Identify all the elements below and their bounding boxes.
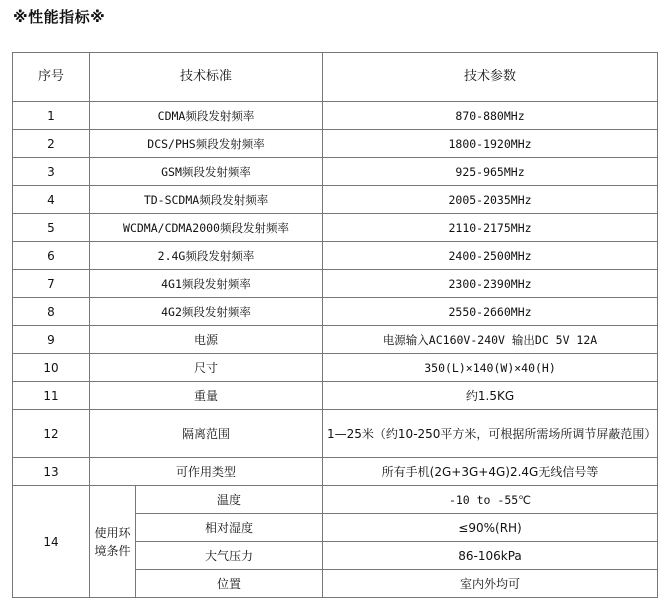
table-row	[13, 130, 658, 158]
row-standard: CDMA频段发射频率	[90, 102, 323, 130]
header-params: 技术参数	[323, 53, 658, 102]
env-item-name: 温度	[136, 486, 323, 514]
row-standard: 电源	[90, 326, 323, 354]
row-no: 2	[13, 130, 90, 158]
table-row	[13, 326, 658, 354]
row-params: 2110-2175MHz	[323, 214, 658, 242]
row-standard: 4G2频段发射频率	[90, 298, 323, 326]
row-params: 2400-2500MHz	[323, 242, 658, 270]
env-item-value: -10 to -55℃	[323, 486, 658, 514]
row-no: 4	[13, 186, 90, 214]
table-row	[13, 242, 658, 270]
row-no: 14	[13, 486, 90, 598]
env-row	[13, 486, 658, 514]
env-group-label: 使用环境条件	[90, 486, 136, 598]
row-no: 7	[13, 270, 90, 298]
row-no: 3	[13, 158, 90, 186]
table-row	[13, 354, 658, 382]
env-item-value: ≤90%(RH)	[323, 514, 658, 542]
row-standard: 4G1频段发射频率	[90, 270, 323, 298]
table-row	[13, 186, 658, 214]
header-no: 序号	[13, 53, 90, 102]
row-no: 11	[13, 382, 90, 410]
env-item-name: 相对湿度	[136, 514, 323, 542]
row-standard: WCDMA/CDMA2000频段发射频率	[90, 214, 323, 242]
spec-table	[12, 52, 658, 598]
row-no: 12	[13, 410, 90, 458]
row-standard: 可作用类型	[90, 458, 323, 486]
env-item-name: 位置	[136, 570, 323, 598]
header-standard: 技术标准	[90, 53, 323, 102]
row-standard: 尺寸	[90, 354, 323, 382]
page-title: ※性能指标※	[13, 8, 106, 26]
row-no: 13	[13, 458, 90, 486]
table-row	[13, 410, 658, 458]
row-no: 10	[13, 354, 90, 382]
row-no: 6	[13, 242, 90, 270]
table-row	[13, 102, 658, 130]
table-row	[13, 458, 658, 486]
row-params: 1800-1920MHz	[323, 130, 658, 158]
row-no: 8	[13, 298, 90, 326]
row-standard: 2.4G频段发射频率	[90, 242, 323, 270]
table-row	[13, 214, 658, 242]
row-no: 1	[13, 102, 90, 130]
row-params: 约1.5KG	[323, 382, 658, 410]
row-no: 5	[13, 214, 90, 242]
row-standard: 重量	[90, 382, 323, 410]
row-standard: GSM频段发射频率	[90, 158, 323, 186]
table-header-row	[13, 53, 658, 102]
row-params: 870-880MHz	[323, 102, 658, 130]
row-params: 2300-2390MHz	[323, 270, 658, 298]
table-row	[13, 270, 658, 298]
table-row	[13, 298, 658, 326]
row-no: 9	[13, 326, 90, 354]
row-params: 925-965MHz	[323, 158, 658, 186]
env-item-value: 86-106kPa	[323, 542, 658, 570]
row-params: 2550-2660MHz	[323, 298, 658, 326]
row-params: 2005-2035MHz	[323, 186, 658, 214]
row-params: 350(L)×140(W)×40(H)	[323, 354, 658, 382]
row-params: 电源输入AC160V-240V 输出DC 5V 12A	[323, 326, 658, 354]
row-standard: 隔离范围	[90, 410, 323, 458]
table-row	[13, 382, 658, 410]
row-params: 1—25米（约10-250平方米，可根据所需场所调节屏蔽范围）	[323, 410, 658, 458]
row-standard: DCS/PHS频段发射频率	[90, 130, 323, 158]
table-row	[13, 158, 658, 186]
env-item-value: 室内外均可	[323, 570, 658, 598]
row-params: 所有手机(2G+3G+4G)2.4G无线信号等	[323, 458, 658, 486]
env-item-name: 大气压力	[136, 542, 323, 570]
row-standard: TD-SCDMA频段发射频率	[90, 186, 323, 214]
